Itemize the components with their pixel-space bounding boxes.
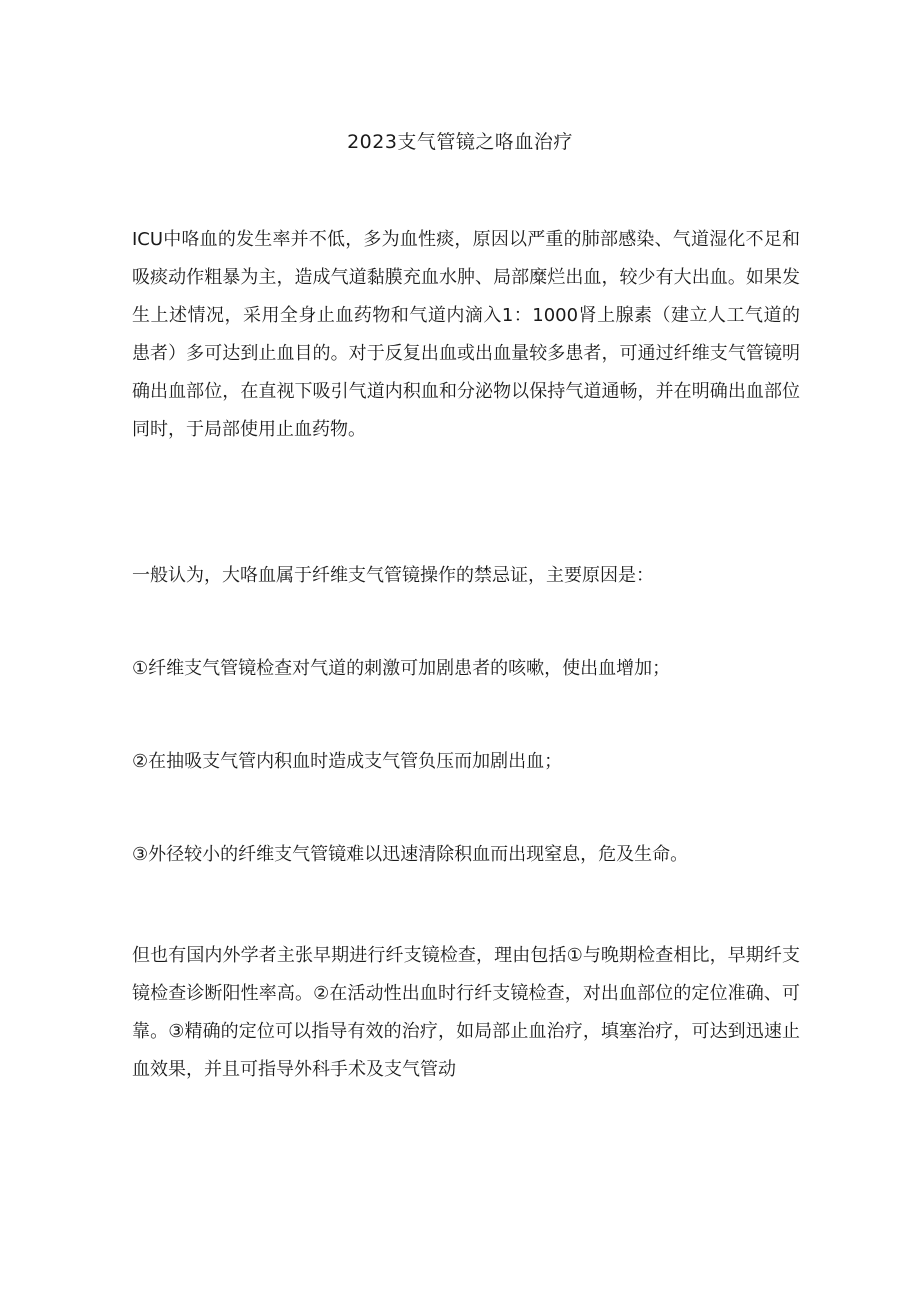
paragraph-reason-1: ①纤维支气管镜检查对气道的刺激可加剧患者的咳嗽，使出血增加； [132,658,671,679]
document-title: 2023支气管镜之咯血治疗 [347,131,573,153]
paragraph-icu-hemoptysis: ICU中咯血的发生率并不低，多为血性痰，原因以严重的肺部感染、气道湿化不足和吸痰动作粗暴为主，造成气道黏膜充血水肿、局部糜烂出血，较少有大出血。如果发生上述情况，采用全身止血药物和气道内滴入1：1000肾上腺素（建立人工气道的患者）多可达到止血目的。对于反复出血或出血量较多患者，可通过纤维支气管镜明确出血部位，在直视下吸引气道内积血和分泌物以保持气道通畅，并在明确出血部位同时，于局部使用止血药物。 [132,229,800,440]
paragraph-early-bronchoscopy: 但也有国内外学者主张早期进行纤支镜检查，理由包括①与晚期检查相比，早期纤支镜检查诊断阳性率高。②在活动性出血时行纤支镜检查，对出血部位的定位准确、可靠。③精确的定位可以指导有效的治疗，如局部止血治疗，填塞治疗，可达到迅速止血效果，并且可指导外科手术及支气管动 [132,945,800,1080]
paragraph-contraindication-intro: 一般认为，大咯血属于纤维支气管镜操作的禁忌证，主要原因是： [132,565,654,586]
paragraph-reason-2: ②在抽吸支气管内积血时造成支气管负压而加剧出血； [132,751,563,772]
paragraph-reason-3: ③外径较小的纤维支气管镜难以迅速清除积血而出现窒息，危及生命。 [132,844,689,865]
